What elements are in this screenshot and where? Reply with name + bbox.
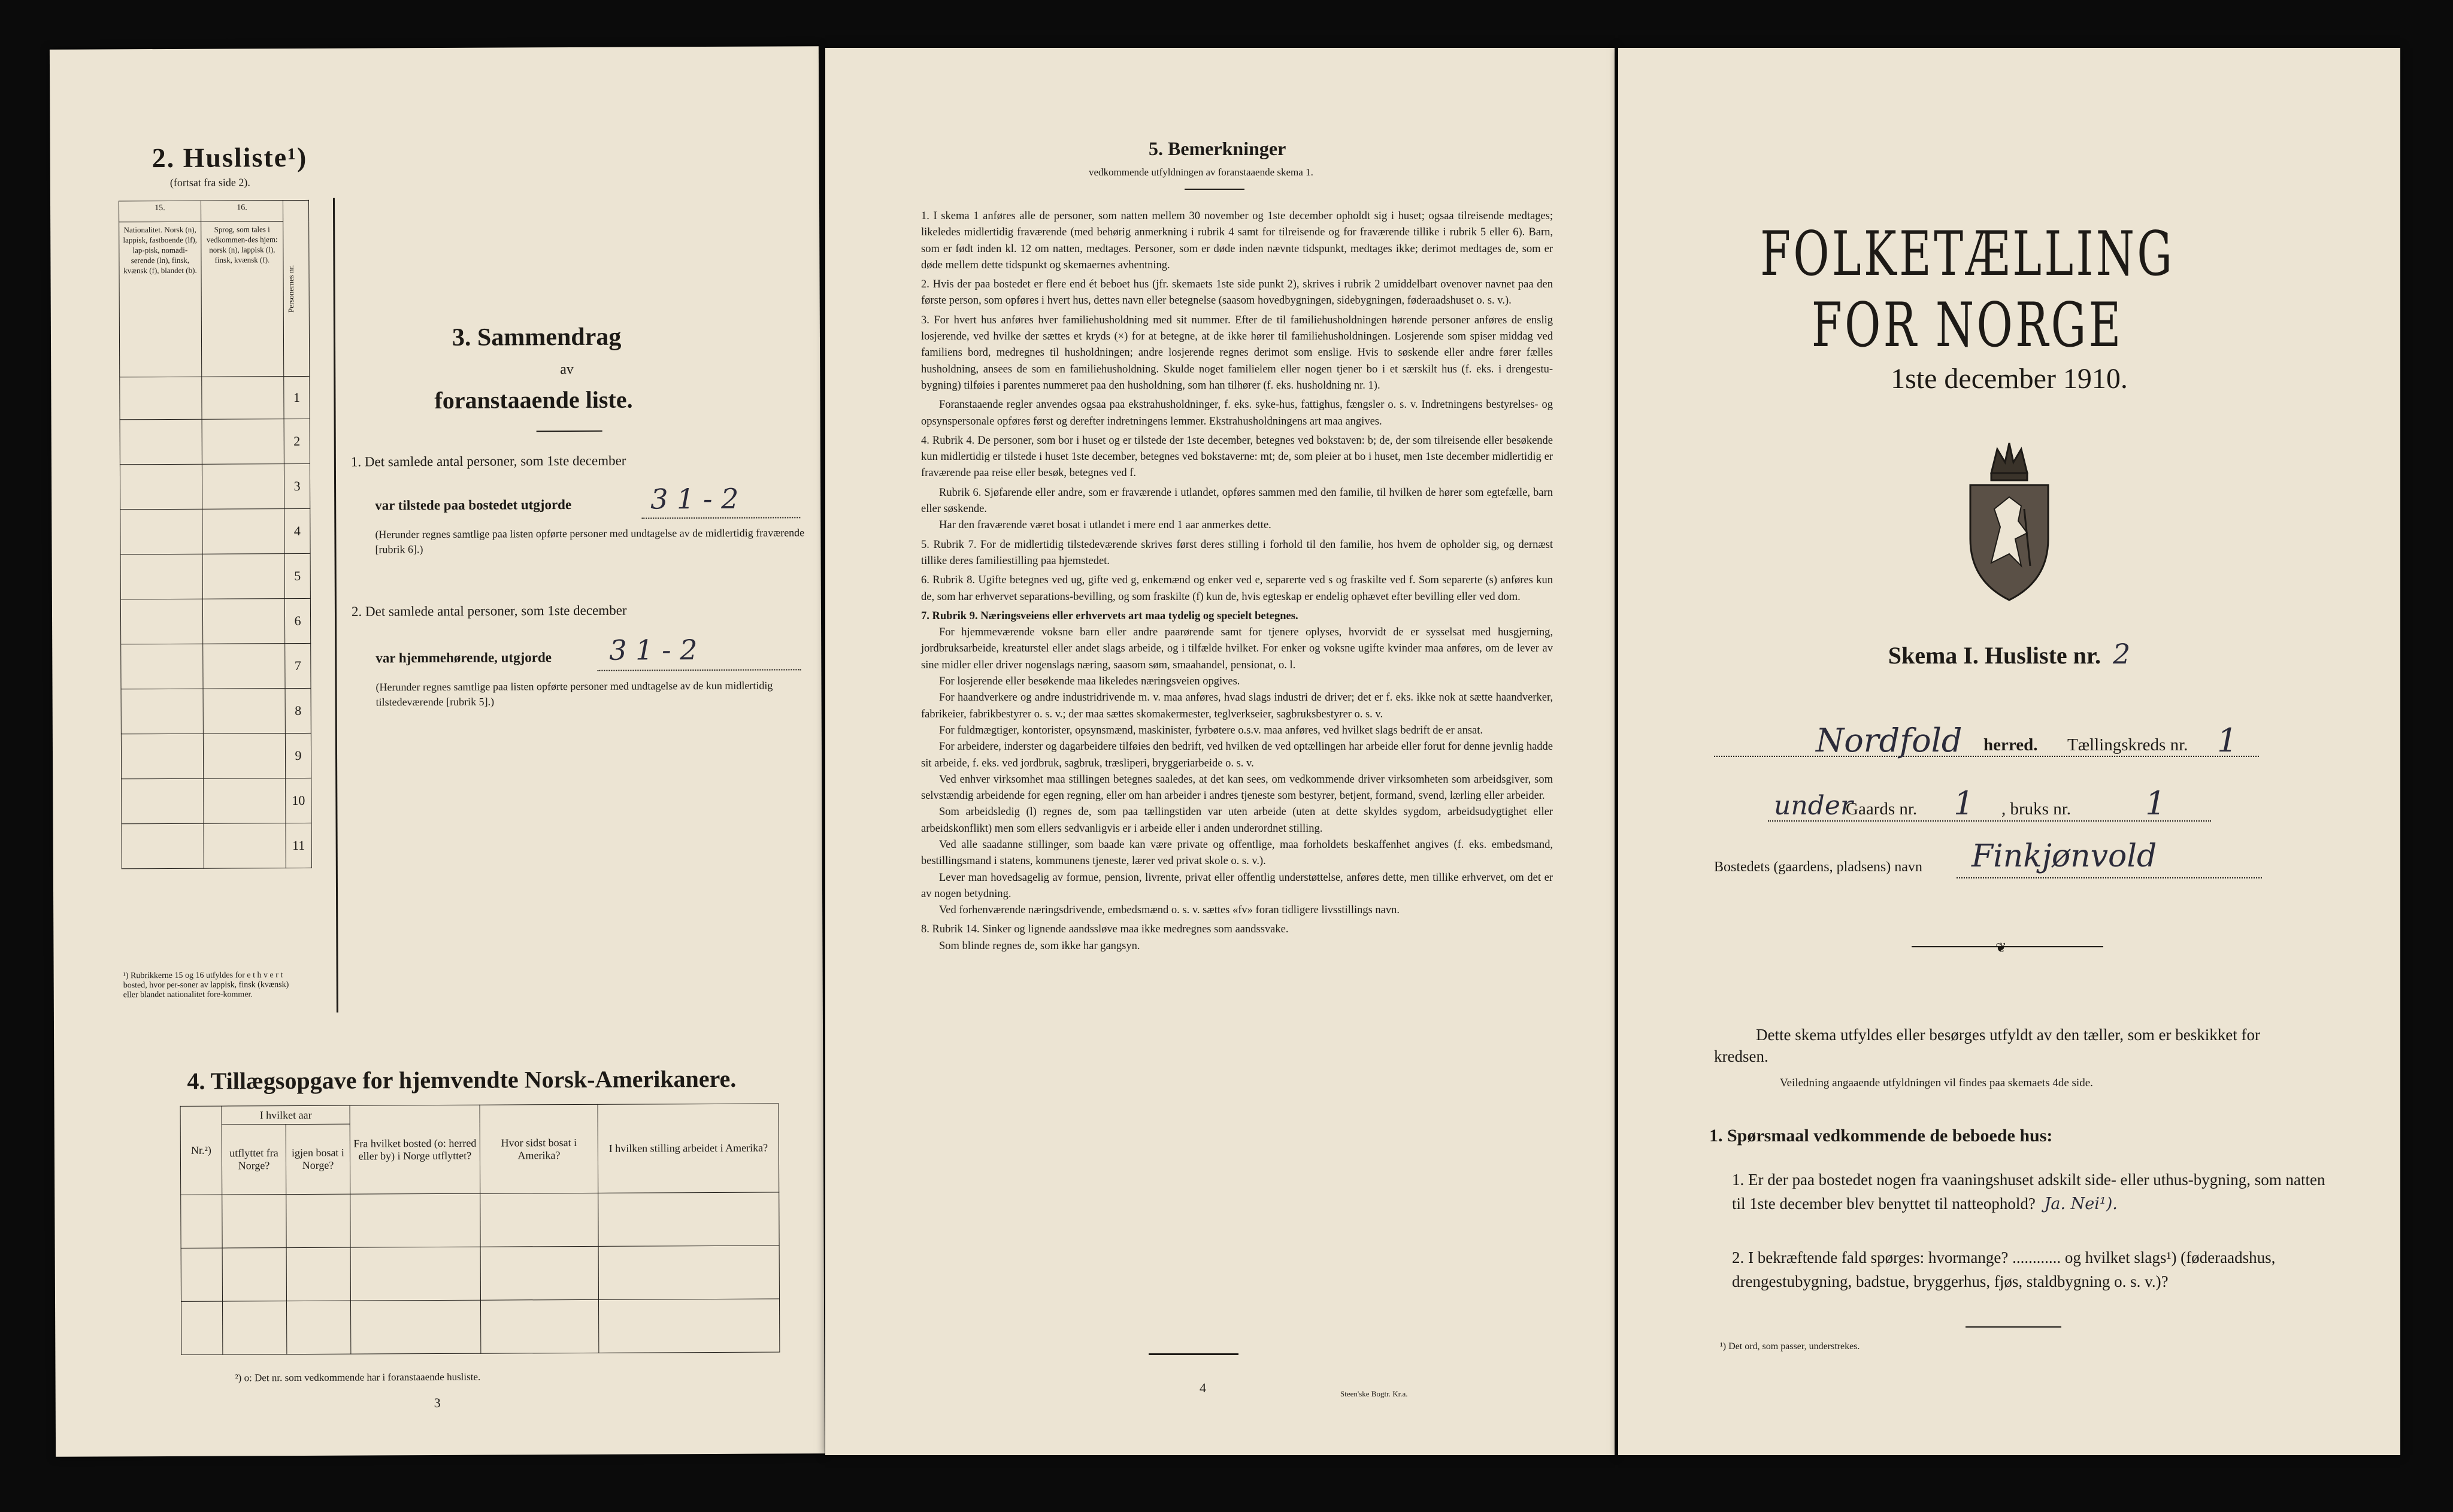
paragraph: For hjemmeværende voksne barn eller andre paarørende samt for tjenere oplyses, hvorvidt de er sysselsat med husgjerning, jordbruksarbeide, kreaturstel eller andet slags arbeide, og i tilfælde hvilket. For enker og voksne ugifte kvinder maa anføres, om de lever av sine midler eller driver nogenslags næring, saasom søm, smaahandel, pensionat, o. l. xyxy=(921,626,1553,671)
divider xyxy=(1149,1353,1238,1355)
fill-line xyxy=(1957,877,2262,878)
col-persons-head: Personernes nr. xyxy=(283,200,309,376)
printer-mark: Steen'ske Bogtr. Kr.a. xyxy=(1340,1389,1408,1398)
paragraph: For haandverkere og andre industridrivende m. v. maa anføres, hvad slags industri de driver; det er f. eks. ikke nok at sætte haandverker, fabrikeier, fabrikbestyrer o. s. v.; der maa sættes skomakermester, teglverkseier, sagbruksbestyrer o. s. v. xyxy=(921,692,1553,720)
page-number: 3 xyxy=(434,1395,441,1411)
paragraph: 2. Hvis der paa bostedet er flere end ét beboet hus (jfr. skemaets 1ste side punkt 2), skrives i rubrik 2 umiddelbart ovenover navnet paa den første person, som opføres i hvert hus, dettes navn eller betegnelse (saasom hovedbygningen, sidebygningen, føderaadshuset o. s. v.). xyxy=(921,278,1553,307)
row-number: 5 xyxy=(284,553,310,598)
summary-item-1-value: 3 1 - 2 xyxy=(650,482,739,516)
paragraph: Som blinde regnes de, som ikke har gangsyn. xyxy=(939,940,1140,952)
question-1-text: 1. Er der paa bostedet nogen fra vaaningshuset adskilt side- eller uthus-bygning, som natten til 1ste december blev benyttet til natteophold? xyxy=(1732,1171,2325,1213)
summary-item-1-line2: var tilstede paa bostedet utgjorde xyxy=(375,497,572,513)
herred-label: herred. xyxy=(1983,735,2038,755)
intro-text: Dette skema utfyldes eller besørges utfyldt av den tæller, som er beskikket for kredsen. xyxy=(1714,1026,2260,1065)
divider xyxy=(1966,1326,2061,1328)
col-utflyttet: utflyttet fra Norge? xyxy=(222,1125,286,1195)
paragraph: 7. Rubrik 9. Næringsveiens eller erhvervets art maa tydelig og specielt betegnes. xyxy=(921,610,1298,622)
t4-footnote: ²) o: Det nr. som vedkommende har i foranstaaende husliste. xyxy=(235,1371,481,1384)
question-2: 2. I bekræftende fald spørges: hvormange? ............ og hvilket slags¹) (føderaadshus, drengestubygning, badstue, bryggerhus, fjøs, staldbygning o. s. v.)? xyxy=(1732,1249,2276,1290)
summary-item-1-line1: 1. Det samlede antal personer, som 1ste december xyxy=(350,453,626,469)
page-panel-middle xyxy=(825,48,1615,1455)
bemerkninger-title: 5. Bemerkninger xyxy=(1149,138,1286,159)
paragraph: 8. Rubrik 14. Sinker og lignende aandssløve maa ikke medregnes som aandssvake. xyxy=(921,923,1289,936)
bemerkninger-body xyxy=(921,208,1553,958)
summary-item-2-value: 3 1 - 2 xyxy=(609,634,698,666)
gaards-label: Gaards nr. xyxy=(1846,799,1918,819)
herred-value: Nordfold xyxy=(1816,722,1963,759)
gaards-prefix-value: under xyxy=(1774,790,1853,821)
census-date: 1ste december 1910. xyxy=(1891,363,2128,395)
table-row xyxy=(120,419,310,464)
table-row xyxy=(181,1299,780,1355)
col-hvilket-aar: I hvilket aar xyxy=(222,1105,350,1125)
col-nr: Nr.²) xyxy=(180,1106,222,1195)
row-number: 9 xyxy=(285,733,311,778)
col-hvor-sidst: Hvor sidst bosat i Amerika? xyxy=(480,1104,598,1193)
fill-line xyxy=(641,517,800,519)
page-panel-right xyxy=(1618,48,2400,1455)
sec3-subtitle: foranstaaende liste. xyxy=(434,386,633,414)
husliste-table xyxy=(119,200,312,869)
paragraph: Ved forhenværende næringsdrivende, embedsmænd o. s. v. sættes «fv» foran tidligere livsstillings navn. xyxy=(939,904,1400,917)
page-panel-left xyxy=(50,46,825,1457)
bemerkninger-subtitle: vedkommende utfyldningen av foranstaaende skema 1. xyxy=(1089,166,1313,178)
ornament-icon: ❦ xyxy=(1995,940,2007,955)
row-number: 1 xyxy=(284,376,310,419)
row-number: 6 xyxy=(284,598,310,643)
paragraph: 3. For hvert hus anføres hver familiehusholdning med sit nummer. Efter de til familiehusholdningen hørende personer anføres de enslig losjerende, ved hvilke der sættes et kryds (×) for at betegne, at de ikke hører til familiehusholdningen. Losjerende som spiser middag ved familiens bord, medregnes til husholdningen; andre losjerende regnes derimot som enslige. Hvis to søskende eller andre fører fælles husholdning, ansees de som en familiehusholdning. Skulde noget familielem eller nogen tjener bo i et særskilt hus (f. eks. i drengestu-bygning) tilføies i parentes nummeret paa den husholdning, som han tilhører (f. eks. husholdning nr. 1). xyxy=(921,314,1553,392)
table-row xyxy=(120,463,310,509)
sec4-title: 4. Tillægsopgave for hjemvendte Norsk-Amerikanere. xyxy=(187,1065,737,1095)
gaards-value: 1 xyxy=(1954,784,1974,822)
page-number: 4 xyxy=(1200,1380,1206,1395)
col-stilling: I hvilken stilling arbeidet i Amerika? xyxy=(598,1104,779,1193)
paragraph: Ved alle saadanne stillinger, som baade kan være private og offentlige, maa forholdets beskaffenhet angives (f. eks. embedsmand, bestillingsmand i statens, kommunens tjeneste, lærer ved privat skole o. s. v.). xyxy=(921,838,1553,868)
divider-vertical xyxy=(333,198,338,1013)
divider xyxy=(537,431,602,432)
table-row xyxy=(122,778,311,823)
summary-item-1-note: (Herunder regnes samtlige paa listen opførte personer med undtagelse av de midlertidig fraværende [rubrik 6].) xyxy=(375,526,805,556)
table-row xyxy=(181,1192,779,1248)
husliste-title: 2. Husliste¹) xyxy=(152,141,308,174)
fill-line xyxy=(1714,756,2259,757)
table-row xyxy=(120,376,310,419)
paragraph: 4. Rubrik 4. De personer, som bor i huset og er tilstede der 1ste december, betegnes ved bokstaven: b; de, der som tilreisende eller besøkende kun midlertidig er tilstede i huset 1ste december, betegnes ved bokstaverne: mt; de, som pleier at bo i huset, men 1ste december midlertidig er fraværende paa reise eller besøk, betegnes ved f. xyxy=(921,434,1553,480)
paragraph: Lever man hovedsagelig av formue, pension, livrente, privat eller offentlig understøttelse, anføres dette, men tillike erhvervet, om det er av nogen betydning. xyxy=(921,871,1553,900)
husliste-footnote: ¹) Rubrikkerne 15 og 16 utfyldes for e t h v e r t bosted, hvor per-soner av lappisk, finsk (kvænsk) eller blandet nationalitet fore-kommer. xyxy=(123,971,289,1000)
row-number: 7 xyxy=(285,643,311,688)
footnote: ¹) Det ord, som passer, understrekes. xyxy=(1720,1341,1860,1352)
row-number: 10 xyxy=(286,778,311,823)
questions-heading: 1. Spørsmaal vedkommende de beboede hus: xyxy=(1709,1126,2053,1146)
summary-item-2-note: (Herunder regnes samtlige paa listen opførte personer med undtagelse av de kun midlertidig tilstedeværende [rubrik 5].) xyxy=(375,679,773,708)
col15-head: Nationalitet. Norsk (n), lappisk, fastboende (lf), lap-pisk, nomadi-serende (ln), finsk, kvænsk (f), blandet (b). xyxy=(119,222,202,377)
paragraph: Har den fraværende været bosat i utlandet i mere end 1 aar anmerkes dette. xyxy=(939,519,1271,532)
summary-item-2-line2: var hjemmehørende, utgjorde xyxy=(375,650,552,666)
table-row xyxy=(181,1246,779,1301)
row-number: 2 xyxy=(284,419,310,463)
paragraph: 1. I skema 1 anføres alle de personer, som natten mellem 30 november og 1ste december opholdt sig i huset; ogsaa tilreisende medtages; likeledes midlertidig fraværende (med behørig anmerkning i rubrik 4 samt for tilreisende og for fraværende tillike i rubrik 5 eller 6). Barn, som er født inden kl. 12 om natten, medtages. Personer, som er døde inden nævnte tidspunkt, medtages ikke; derimot medtages de, som er døde mellem dette tidspunkt og skemaernes avhentning. xyxy=(921,210,1553,271)
row-number: 8 xyxy=(285,688,311,733)
question-1-answer: Ja. Nei¹). xyxy=(2044,1195,2118,1213)
paragraph: 6. Rubrik 8. Ugifte betegnes ved ug, gifte ved g, enkemænd og enker ved e, separerte ved s og fraskilte ved f. Som separerte (s) anføres kun de, som har erhvervet separations-bevilling, og som fraskilte (f) kun de, hvis egteskap er endelig ophævet efter bevilling eller ved dom. xyxy=(921,574,1553,603)
table-row xyxy=(121,688,311,734)
fill-line xyxy=(597,669,801,671)
kreds-label: Tællingskreds nr. xyxy=(2067,735,2188,755)
coat-of-arms-icon xyxy=(1958,437,2060,608)
bruks-value: 1 xyxy=(2145,784,2166,822)
col-igjen: igjen bosat i Norge? xyxy=(286,1124,350,1194)
kreds-value: 1 xyxy=(2217,722,2238,759)
paragraph: Foranstaaende regler anvendes ogsaa paa ekstrahusholdninger, f. eks. syke-hus, fattighus, fængsler o. s. v. Indretningens bestyrelses- og opsynspersonale opføres først og derefter indretningens lemmer. Ekstrahusholdningens art maa angives. xyxy=(921,399,1553,428)
paragraph: For losjerende eller besøkende maa likeledes næringsveien opgives. xyxy=(939,675,1240,688)
question-1 xyxy=(1732,1168,2331,1216)
bosted-label: Bostedets (gaardens, pladsens) navn xyxy=(1714,859,1922,875)
sec3-title: 3. Sammendrag xyxy=(452,323,622,352)
divider xyxy=(1912,946,2103,947)
col16-head: Sprog, som tales i vedkommen-des hjem: norsk (n), lappisk (l), finsk, kvænsk (f). xyxy=(201,222,284,377)
col-number-15: 15. xyxy=(119,201,201,222)
husliste-number: 2 xyxy=(2112,638,2131,670)
summary-item-2-line1: 2. Det samlede antal personer, som 1ste december xyxy=(351,602,627,619)
divider xyxy=(1185,189,1244,190)
col-number-16: 16. xyxy=(201,201,283,222)
table-row xyxy=(120,508,310,554)
table-row xyxy=(121,643,311,689)
row-number: 4 xyxy=(284,508,310,553)
row-number: 11 xyxy=(286,823,311,868)
row-number: 3 xyxy=(284,463,310,508)
husliste-subtitle: (fortsat fra side 2). xyxy=(169,176,250,189)
skema-label: Skema I. Husliste nr. xyxy=(1888,642,2101,669)
paragraph: For arbeidere, inderster og dagarbeidere tilføies den bedrift, ved hvilken de ved optællingen har arbeide eller forut for denne jevnlig hadde sit arbeide, f. eks. ved jordbruk, sagbruk, træsliperi, bryggeriarbeide o. s. v. xyxy=(921,741,1553,769)
folketaelling-title: FOLKETÆLLING FOR NORGE xyxy=(1760,219,2175,361)
paragraph: Ved enhver virksomhet maa stillingen betegnes saaledes, at det kan sees, om vedkommende driver virksomheten som arbeidsgiver, som selvstændig arbeidende for egen regning, eller om han arbeider i andres tjeneste som bestyrer, betjent, formand, svend, lærling eller arbeider. xyxy=(921,773,1553,802)
paragraph: 5. Rubrik 7. For de midlertidig tilstedeværende skrives først deres stilling i forhold til den familie, hos hvem de opholder sig, og dernæst tillike deres familiestilling paa hjemstedet. xyxy=(921,538,1553,567)
sec3-av: av xyxy=(560,361,574,378)
norsk-amerikanere-table xyxy=(180,1104,780,1355)
col-fra-hvilket: Fra hvilket bosted (o: herred eller by) i Norge utflyttet? xyxy=(350,1105,480,1194)
table-row xyxy=(120,598,310,644)
table-row xyxy=(120,553,310,599)
intro-small: Veiledning angaaende utfyldningen vil findes paa skemaets 4de side. xyxy=(1780,1077,2093,1089)
bruks-label: , bruks nr. xyxy=(2001,799,2071,819)
paragraph: For fuldmægtiger, kontorister, opsynsmænd, maskinister, fyrbøtere o.s.v. maa anføres, ved hvilket slags bedrift de er ansat. xyxy=(939,724,1483,737)
skema-heading xyxy=(1618,638,2400,670)
table-row xyxy=(122,823,311,868)
table-row xyxy=(121,733,311,778)
bosted-value: Finkjønvold xyxy=(1972,838,2157,874)
paragraph: Som arbeidsledig (l) regnes de, som paa tællingstiden var uten arbeide (uten at dette skyldes sygdom, arbeidsudygtighet eller arbeidskonflikt) men som ellers sedvanligvis er i arbeide eller i anden underordnet stilling. xyxy=(921,806,1553,835)
paragraph: Rubrik 6. Sjøfarende eller andre, som er fraværende i utlandet, opføres sammen med den familie, til hvilken de hører som egtefælle, barn eller søskende. xyxy=(921,486,1553,516)
